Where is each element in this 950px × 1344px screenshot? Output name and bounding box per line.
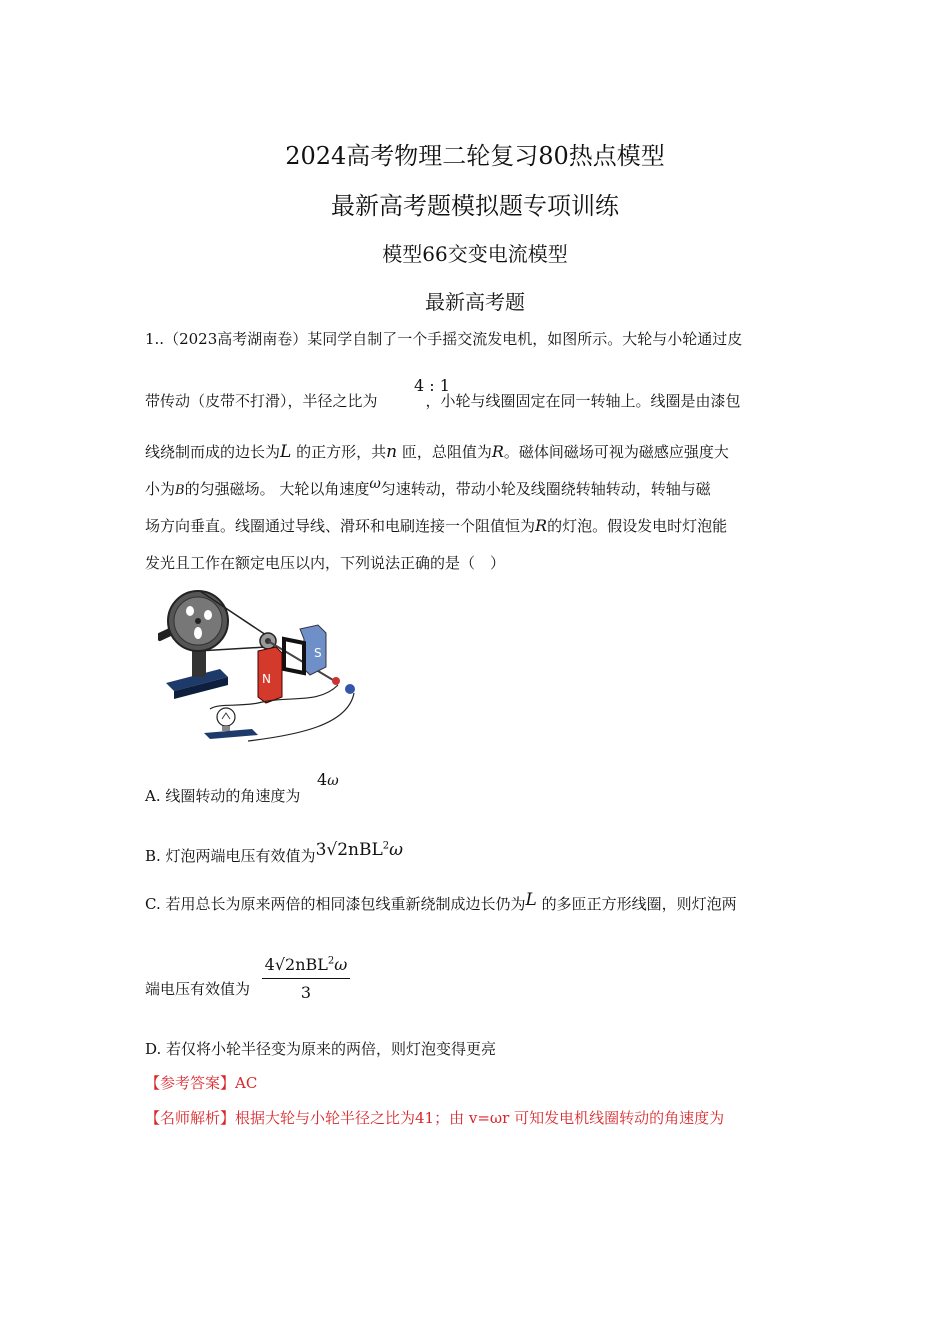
option-a: A. 线圈转动的角速度为: [145, 787, 301, 805]
fraction-denominator: 3: [300, 983, 312, 1002]
option-d: D. 若仅将小轮半径变为原来的两倍，则灯泡变得更亮: [145, 1040, 497, 1058]
magnet-south-label: S: [314, 646, 322, 660]
answer-label: 【参考答案】AC: [145, 1074, 258, 1092]
option-b-omega: ω: [389, 840, 404, 860]
question-line-4a: 小为: [145, 480, 176, 498]
option-c-text-2: 的多匝正方形线圈，则灯泡两: [541, 895, 737, 913]
option-c-text-1: C. 若用总长为原来两倍的相同漆包线重新绕制成边长仍为: [145, 895, 526, 913]
bulb-icon: [217, 708, 235, 726]
slip-ring: [332, 677, 340, 685]
brush: [345, 684, 355, 694]
option-a-math: 4ω: [317, 770, 339, 789]
question-line-2: [145, 390, 741, 411]
option-b-expression: 3√2nBL: [315, 840, 383, 860]
numerator-exponent: 2: [327, 955, 335, 967]
ratio-value: 4 : 1: [414, 376, 450, 395]
question-line-5: [145, 515, 727, 536]
question-line-3a: 线绕制而成的边长为: [145, 443, 281, 461]
question-line-3b: 的正方形，共: [296, 443, 387, 461]
option-c-fraction: [262, 955, 350, 1002]
question-line-3: [145, 441, 729, 462]
bulb-base: [204, 729, 258, 739]
question-line-5a: 场方向垂直。线圈通过导线、滑环和电刷连接一个阻值恒为: [145, 517, 536, 535]
question-line-6: 发光且工作在额定电压以内，下列说法正确的是（ ）: [145, 554, 506, 572]
numerator-omega: ω: [334, 955, 348, 974]
subtitle: 最新高考题模拟题专项训练: [331, 192, 619, 220]
option-c-line-2: 端电压有效值为: [145, 980, 251, 998]
symbol-omega: ω: [369, 476, 381, 492]
symbol-R-2: R: [535, 516, 548, 535]
option-b-text: B. 灯泡两端电压有效值为: [145, 847, 316, 865]
fraction-numerator: [262, 955, 350, 979]
symbol-n: n: [386, 442, 398, 462]
option-b-math: [316, 840, 403, 860]
question-line-3d: 。磁体间磁场可视为磁感应强度大: [503, 443, 729, 461]
question-line-4b: 的匀强磁场。 大轮以角速度: [184, 480, 370, 498]
question-line-2a: 带传动（皮带不打滑），半径之比为: [145, 392, 378, 410]
question-line-3c: 匝，总阻值为: [401, 443, 492, 461]
question-line-4: [145, 478, 711, 499]
numerator-expression: 4√2nBL: [264, 955, 328, 974]
section-title: 最新高考题: [425, 290, 525, 314]
question-line-5b: 的灯泡。假设发电时灯泡能: [547, 517, 728, 535]
model-title: 模型66交变电流模型: [382, 242, 568, 266]
analysis-text: 【名师解析】根据大轮与小轮半径之比为41；由 v=ωr 可知发电机线圈转动的角速度为: [145, 1109, 725, 1127]
magnet-north-label: N: [262, 672, 271, 686]
question-line-4c: 匀速转动，带动小轮及线圈绕转轴转动，转轴与磁: [380, 480, 711, 498]
question-line-2b: ，小轮与线圈固定在同一转轴上。线圈是由漆包: [425, 392, 741, 410]
main-title: 2024高考物理二轮复习80热点模型: [285, 142, 665, 170]
question-line-1: 1..（2023高考湖南卷）某同学自制了一个手摇交流发电机，如图所示。大轮与小轮通过皮: [145, 330, 743, 348]
symbol-R: R: [491, 442, 504, 461]
generator-diagram: [158, 585, 368, 747]
option-b: [145, 840, 404, 866]
option-c-line-1: [145, 890, 737, 914]
option-c-symbol-L: L: [525, 890, 537, 910]
option-b-exponent: 2: [382, 840, 390, 852]
symbol-B: B: [175, 483, 185, 498]
symbol-L: L: [280, 442, 292, 462]
